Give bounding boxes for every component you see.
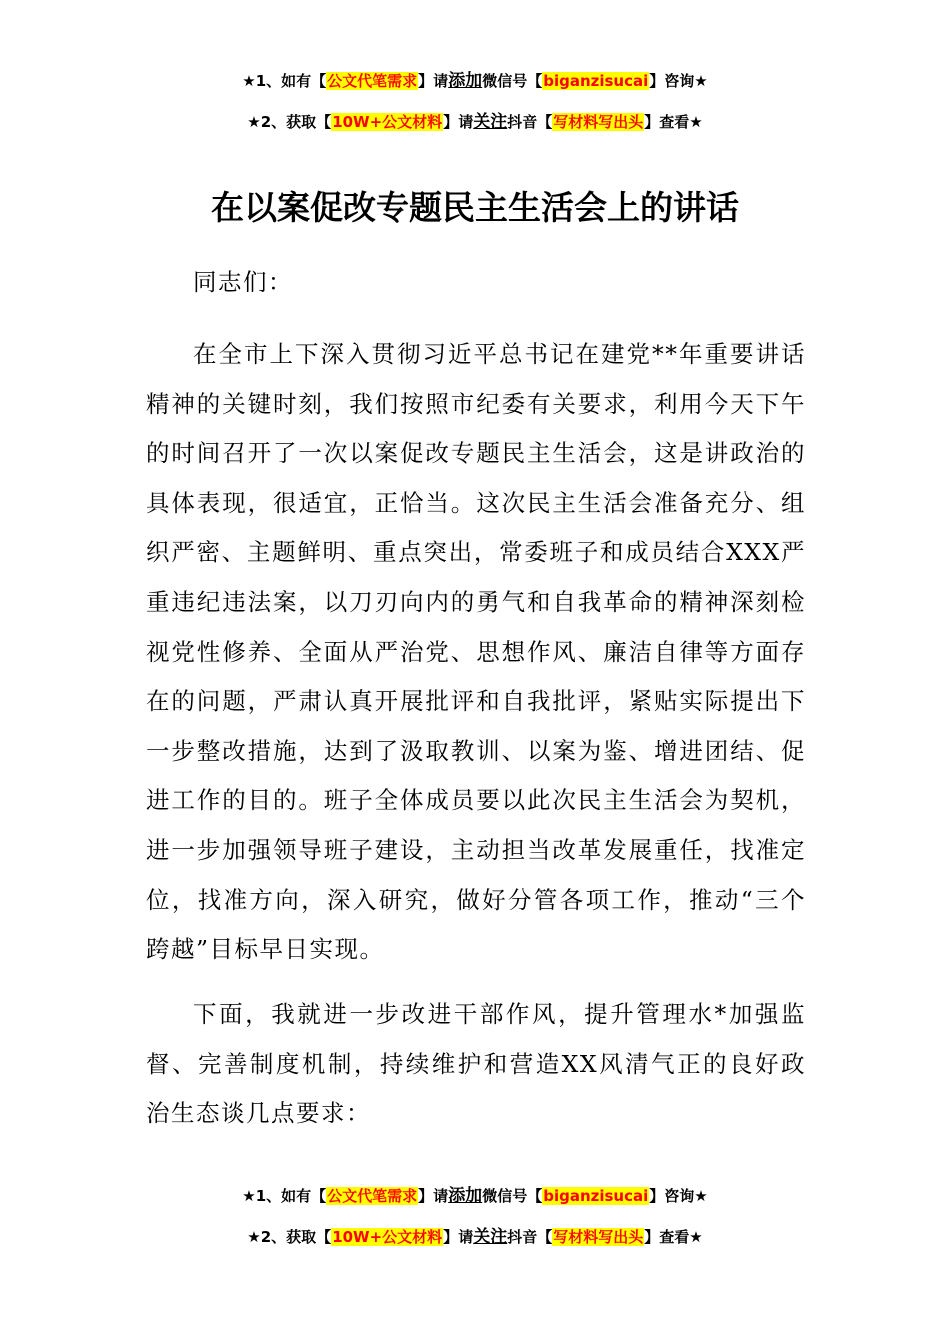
salutation: 同志们：: [193, 268, 293, 296]
banner-text: 抖音【: [507, 113, 553, 131]
banner-highlight: 公文代笔需求: [327, 1187, 418, 1205]
banner-text: 微信号【: [482, 1187, 543, 1205]
paragraph-1: 在全市上下深入贯彻习近平总书记在建党**年重要讲话精神的关键时刻，我们按照市纪委有关要求，利用今天下午的时间召开了一次以案促改专题民主生活会，这是讲政治的具体表现，很适宜，正恰当。这次民主生活会准备充分、组织严密、主题鲜明、重点突出，常委班子和成员结合XXX严重违纪违法案，以刀刃向内的勇气和自我革命的精神深刻检视党性修养、全面从严治党、思想作风、廉洁自律等方面存在的问题，严肃认真开展批评和自我批评，紧贴实际提出下一步整改措施，达到了汲取教训、以案为鉴、增进团结、促进工作的目的。班子全体成员要以此次民主生活会为契机，进一步加强领导班子建设，主动担当改革发展重任，找准定位，找准方向，深入研究，做好分管各项工作，推动“三个跨越”目标早日实现。: [146, 340, 806, 964]
banner-text: 微信号【: [482, 72, 543, 90]
banner-text: 】咨询★: [649, 72, 708, 90]
promo-banner-line-2-footer: [0, 1226, 950, 1248]
banner-text: 】请: [443, 113, 474, 131]
banner-highlight: 写材料写出头: [553, 1228, 644, 1246]
banner-highlight: 10W+公文材料: [332, 113, 443, 131]
banner-text: ★1、如有【: [242, 72, 327, 90]
banner-highlight: biganzisucai: [543, 72, 649, 90]
banner-highlight: 10W+公文材料: [332, 1228, 443, 1246]
banner-text: 】请: [418, 1187, 449, 1205]
banner-emphasis: 添加: [448, 1186, 483, 1206]
banner-highlight: 写材料写出头: [553, 113, 644, 131]
banner-text: 】咨询★: [649, 1187, 708, 1205]
banner-emphasis: 关注: [473, 1227, 508, 1247]
banner-text: ★1、如有【: [242, 1187, 327, 1205]
paragraph-2: 下面，我就进一步改进干部作风，提升管理水*加强监督、完善制度机制，持续维护和营造XX风清气正的良好政治生态谈几点要求：: [146, 1000, 806, 1128]
banner-text: 】请: [443, 1228, 474, 1246]
banner-highlight: 公文代笔需求: [327, 72, 418, 90]
document-title: 在以案促改专题民主生活会上的讲话: [211, 188, 739, 227]
banner-text: ★2、获取【: [247, 113, 332, 131]
banner-emphasis: 添加: [448, 71, 483, 91]
banner-text: 】查看★: [644, 113, 703, 131]
banner-text: 抖音【: [507, 1228, 553, 1246]
banner-emphasis: 关注: [473, 112, 508, 132]
banner-text: ★2、获取【: [247, 1228, 332, 1246]
promo-banner-line-2: [0, 111, 950, 133]
promo-banner-line-1-footer: [0, 1185, 950, 1207]
banner-text: 】查看★: [644, 1228, 703, 1246]
promo-banner-line-1: [0, 70, 950, 92]
banner-highlight: biganzisucai: [543, 1187, 649, 1205]
banner-text: 】请: [418, 72, 449, 90]
